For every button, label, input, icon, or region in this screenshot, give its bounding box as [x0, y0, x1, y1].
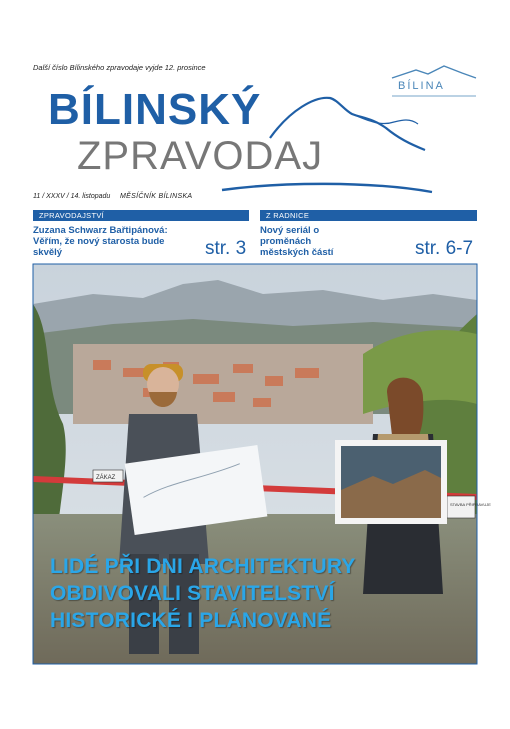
visualization-sheet: [335, 440, 447, 524]
headline-line: OBDIVOVALI STAVITELSTVÍ: [50, 582, 335, 605]
headline-line: HISTORICKÉ I PLÁNOVANÉ: [50, 609, 332, 632]
masthead-title-line2: ZPRAVODAJ: [77, 134, 324, 178]
section-bar-news: ZPRAVODAJSTVÍ: [33, 210, 249, 221]
page-ref-news[interactable]: str. 3: [205, 238, 247, 259]
page-ref-town-hall[interactable]: str. 6-7: [415, 238, 474, 259]
teaser-news[interactable]: Zuzana Schwarz Bařtipánová: Věřím, že nový starosta bude skvělý: [33, 225, 168, 258]
issue-number: 11 / XXXV / 14. listopadu: [33, 193, 111, 200]
headline-line: LIDÉ PŘI DNI ARCHITEKTURY: [50, 555, 356, 578]
next-issue-note: Další číslo Bílinského zpravodaje vyjde 12. prosince: [33, 63, 206, 72]
masthead-title-line1: BÍLINSKÝ: [48, 85, 262, 134]
monthly-label: MĚSÍČNÍK BÍLINSKA: [120, 193, 193, 200]
bilina-logo-word: BÍLINA: [398, 80, 445, 92]
tape-sign-text: ZÁKAZ: [96, 475, 116, 481]
teaser-town-hall[interactable]: Nový seriál o proměnách městských částí: [260, 225, 334, 258]
cover-headline: [50, 553, 356, 634]
tape-sign2-text: STAVBA PŘIPRAVUJE: [450, 502, 491, 507]
section-bar-town-hall: Z RADNICE: [260, 210, 477, 221]
